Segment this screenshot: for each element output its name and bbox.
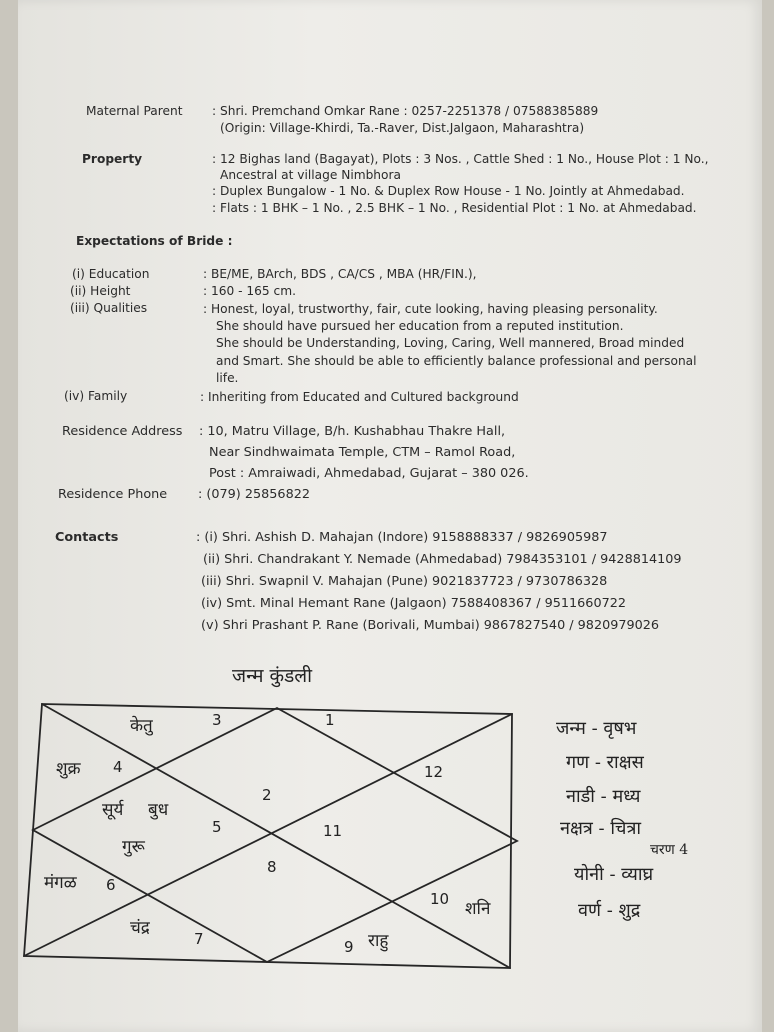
residence-address-line-2: Near Sindhwaimata Temple, CTM – Ramol Road, <box>209 445 516 460</box>
planet-mangal: मंगळ <box>44 873 77 893</box>
property-label: Property <box>82 152 143 166</box>
property-line-1: : 12 Bighas land (Bagayat), Plots : 3 Nos. , Cattle Shed : 1 No., House Plot : 1 No., <box>212 152 709 166</box>
planet-budh: बुध <box>148 800 169 820</box>
education-label: (i) Education <box>72 267 150 281</box>
qualities-line-5: life. <box>216 371 239 385</box>
planet-shani: शनि <box>465 899 491 919</box>
kundali-diagonal-2 <box>24 714 512 956</box>
residence-phone-label: Residence Phone <box>58 487 168 502</box>
house-number-3: 3 <box>212 711 222 729</box>
house-number-5: 5 <box>212 818 222 836</box>
planet-guru: गुरू <box>122 837 145 857</box>
property-line-2: Ancestral at village Nimbhora <box>220 168 401 182</box>
house-number-12: 12 <box>424 763 444 781</box>
residence-address-label: Residence Address <box>62 424 183 439</box>
contact-line-3: (iii) Shri. Swapnil V. Mahajan (Pune) 9021837723 / 9730786328 <box>201 574 608 589</box>
family-label: (iv) Family <box>64 389 128 403</box>
contact-line-1: : (i) Shri. Ashish D. Mahajan (Indore) 9158888337 / 9826905987 <box>196 530 608 545</box>
height-label: (ii) Height <box>70 284 131 298</box>
detail-janma: जन्म - वृषभ <box>556 718 637 739</box>
house-number-4: 4 <box>113 758 123 776</box>
house-number-9: 9 <box>344 938 354 956</box>
detail-nakshatra: नक्षत्र - चित्रा <box>560 818 642 839</box>
detail-nadi: नाडी - मध्य <box>566 786 641 807</box>
residence-phone-value: : (079) 25856822 <box>198 487 310 502</box>
maternal-label: Maternal Parent <box>86 104 183 118</box>
planet-rahu: राहु <box>368 931 389 951</box>
property-line-3: : Duplex Bungalow - 1 No. & Duplex Row House - 1 No. Jointly at Ahmedabad. <box>212 184 685 198</box>
expectations-heading: Expectations of Bride : <box>76 234 233 248</box>
house-number-10: 10 <box>430 890 450 908</box>
contact-line-4: (iv) Smt. Minal Hemant Rane (Jalgaon) 7588408367 / 9511660722 <box>201 596 627 611</box>
detail-varna: वर्ण - शुद्र <box>578 900 641 921</box>
kundali-title: जन्म कुंडली <box>232 665 313 687</box>
planet-chandra: चंद्र <box>130 918 150 938</box>
residence-address-line-3: Post : Amraiwadi, Ahmedabad, Gujarat – 380 026. <box>209 466 529 481</box>
property-line-4: : Flats : 1 BHK – 1 No. , 2.5 BHK – 1 No. , Residential Plot : 1 No. at Ahmedabad. <box>212 201 697 215</box>
house-number-11: 11 <box>323 822 343 840</box>
maternal-line-1: : Shri. Premchand Omkar Rane : 0257-2251378 / 07588385889 <box>212 104 599 118</box>
house-number-8: 8 <box>267 858 277 876</box>
qualities-line-3: She should be Understanding, Loving, Caring, Well mannered, Broad minded <box>216 336 685 350</box>
height-value: : 160 - 165 cm. <box>203 284 296 298</box>
contact-line-2: (ii) Shri. Chandrakant Y. Nemade (Ahmedabad) 7984353101 / 9428814109 <box>203 552 682 567</box>
house-number-1: 1 <box>325 711 335 729</box>
planet-ketu: केतु <box>130 716 153 736</box>
education-value: : BE/ME, BArch, BDS , CA/CS , MBA (HR/FIN.), <box>203 267 477 281</box>
maternal-line-2: (Origin: Village-Khirdi, Ta.-Raver, Dist.Jalgaon, Maharashtra) <box>220 121 585 135</box>
planet-shukra: शुक्र <box>56 759 81 779</box>
contacts-label: Contacts <box>55 530 119 545</box>
contact-line-5: (v) Shri Prashant P. Rane (Borivali, Mumbai) 9867827540 / 9820979026 <box>201 618 660 633</box>
house-number-2: 2 <box>262 786 272 804</box>
detail-yoni: योनी - व्याघ्र <box>574 864 654 885</box>
house-number-7: 7 <box>194 930 204 948</box>
detail-gan: गण - राक्षस <box>566 752 644 773</box>
qualities-line-2: She should have pursued her education from a reputed institution. <box>216 319 624 333</box>
kundali-diagonal-1 <box>42 704 510 968</box>
qualities-line-1: : Honest, loyal, trustworthy, fair, cute looking, having pleasing personality. <box>203 302 658 316</box>
qualities-label: (iii) Qualities <box>70 301 148 315</box>
house-number-6: 6 <box>106 876 116 894</box>
qualities-line-4: and Smart. She should be able to efficiently balance professional and personal <box>216 354 697 368</box>
family-value: : Inheriting from Educated and Cultured background <box>200 390 519 404</box>
detail-charan: चरण 4 <box>650 842 689 858</box>
planet-surya: सूर्य <box>102 800 124 820</box>
residence-address-line-1: : 10, Matru Village, B/h. Kushabhau Thakre Hall, <box>199 424 506 439</box>
